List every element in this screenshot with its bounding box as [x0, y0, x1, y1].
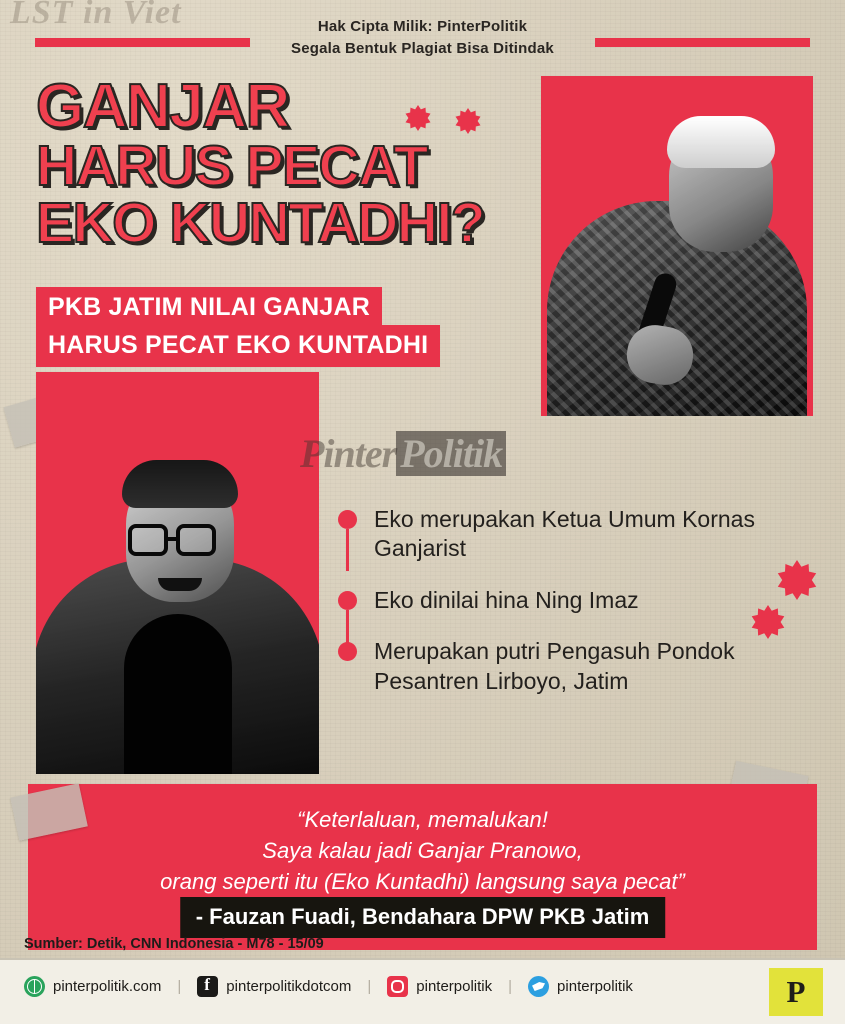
eyeglasses-bridge [167, 537, 178, 541]
quote-line-1: “Keterlaluan, memalukan! [297, 807, 548, 832]
ghost-newsprint-text: LST in Viet [10, 0, 182, 31]
headline-line-1: GANJAR [36, 72, 289, 141]
credit-line-1: Hak Cipta Milik: PinterPolitik [317, 18, 528, 35]
social-link-website[interactable] [24, 976, 161, 997]
social-link-instagram[interactable] [387, 976, 492, 997]
watermark [300, 430, 506, 477]
photo-ganjar-pranowo [541, 76, 813, 416]
social-label: pinterpolitik [557, 978, 633, 995]
twitter-icon [528, 976, 549, 997]
bullet-list [338, 505, 808, 718]
subheadline-line-2: HARUS PECAT EKO KUNTADHI [36, 325, 440, 367]
portrait-mouth [158, 578, 202, 591]
headline-line-2: HARUS PECAT [36, 133, 427, 198]
bullet-dot-icon [338, 591, 357, 610]
social-links [24, 976, 633, 997]
facebook-icon [197, 976, 218, 997]
social-label: pinterpolitikdotcom [226, 978, 352, 995]
watermark-part-2: Politik [396, 431, 506, 476]
divider: | [508, 978, 513, 995]
portrait-shirt [124, 614, 232, 774]
list-item [338, 586, 808, 615]
quote-line-2: Saya kalau jadi Ganjar Pranowo, [262, 838, 583, 864]
bullet-dot-icon [338, 642, 357, 661]
divider: | [367, 978, 372, 995]
watermark-part-1: Pinter [300, 431, 397, 476]
eyeglasses-icon [128, 524, 168, 556]
divider: | [177, 978, 182, 995]
portrait-hair [122, 460, 238, 508]
globe-icon [24, 976, 45, 997]
copyright-credit [0, 16, 845, 60]
source-credit: Sumber: Detik, CNN Indonesia - M78 - 15/09 [24, 936, 324, 952]
list-item-text: Merupakan putri Pengasuh Pondok Pesantren Lirboyo, Jatim [374, 638, 735, 694]
bullet-connector [346, 529, 349, 571]
list-item [338, 637, 808, 696]
photo-fauzan-fuadi [36, 372, 319, 774]
bullet-dot-icon [338, 510, 357, 529]
instagram-icon [387, 976, 408, 997]
headline-block [36, 72, 526, 255]
quote-attribution: - Fauzan Fuadi, Bendahara DPW PKB Jatim [180, 897, 666, 938]
list-item-text: Eko merupakan Ketua Umum Kornas Ganjarist [374, 506, 755, 562]
brand-logo [769, 968, 823, 1016]
headline-line-3: EKO KUNTADHI? [36, 190, 485, 255]
social-link-twitter[interactable] [528, 976, 633, 997]
footer-bar [0, 936, 845, 1024]
social-label: pinterpolitik [416, 978, 493, 995]
list-item [338, 505, 808, 564]
subheadline-line-1: PKB JATIM NILAI GANJAR [36, 287, 382, 329]
brand-logo-letter: P [786, 974, 806, 1009]
quote-line-3: orang seperti itu (Eko Kuntadhi) langsung saya pecat” [160, 869, 685, 895]
portrait-hair [667, 116, 775, 168]
credit-line-2: Segala Bentuk Plagiat Bisa Ditindak [291, 39, 554, 57]
list-item-text: Eko dinilai hina Ning Imaz [374, 586, 639, 613]
social-link-facebook[interactable] [197, 976, 351, 997]
social-label: pinterpolitik.com [53, 978, 162, 995]
quote-box [28, 784, 817, 950]
eyeglasses-icon [176, 524, 216, 556]
